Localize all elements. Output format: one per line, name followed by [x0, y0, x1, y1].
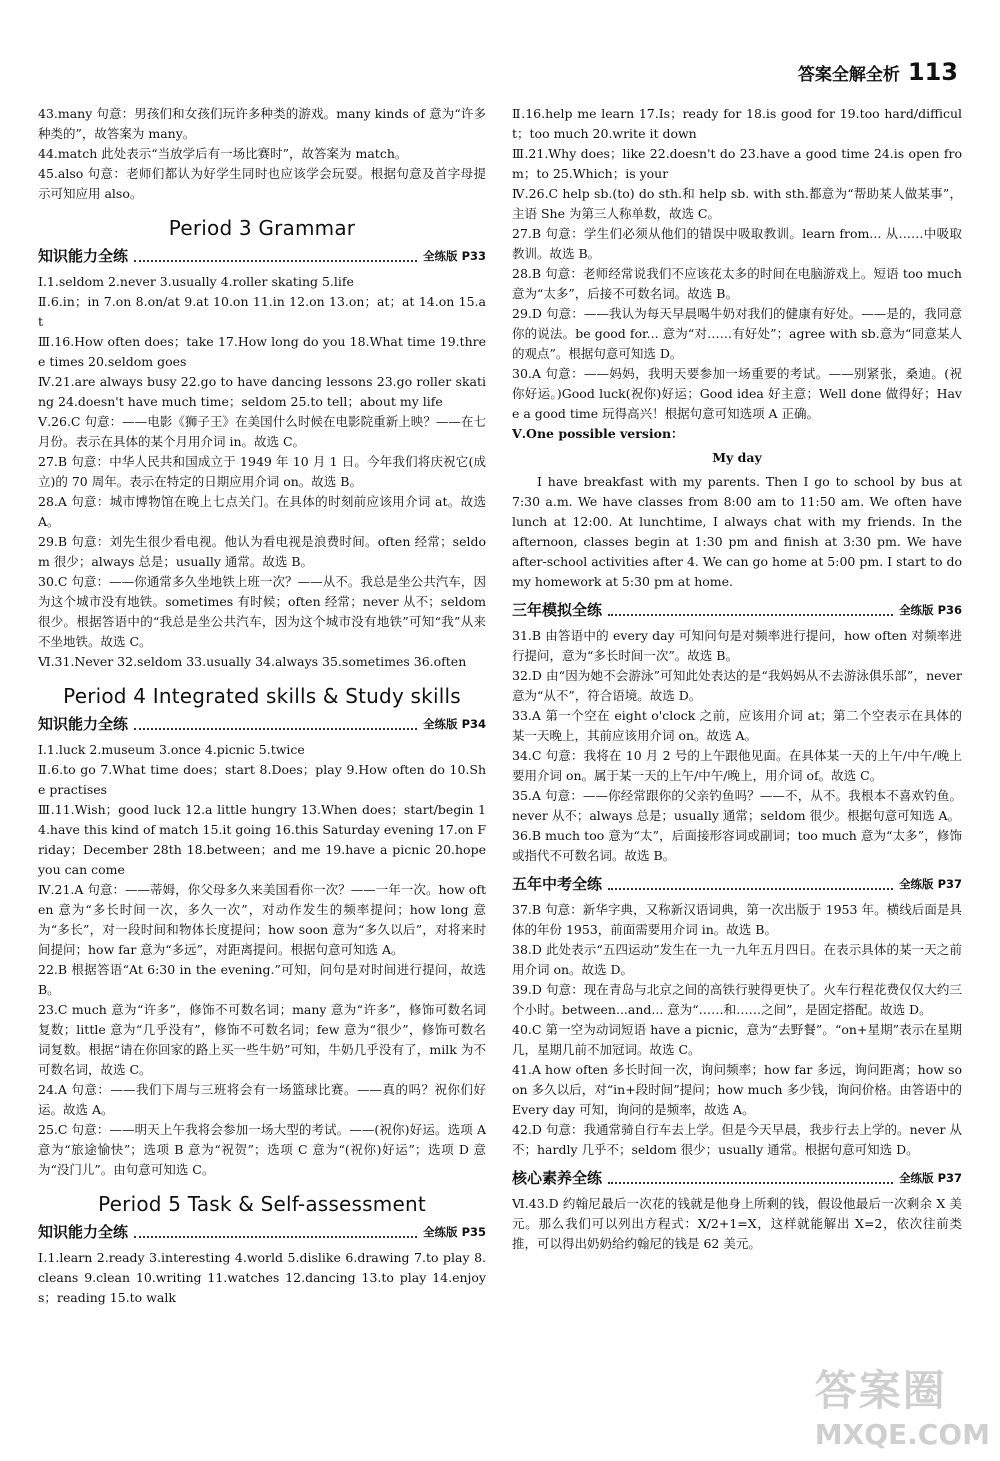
answer-item: 32.D 由“因为她不会游泳”可知此处表达的是“我妈妈从不去游泳俱乐部”，never 意为“从不”，符合语境。故选 D。: [512, 668, 962, 703]
answer-item: 29.B 句意：刘先生很少看电视。他认为看电视是浪费时间。often 经常；seldom 很少；always 总是；usually 通常。故选 B。: [38, 534, 486, 569]
answer-item: Ⅰ.1.learn 2.ready 3.interesting 4.world 5.dislike 6.drawing 7.to play 8.cleans 9.clean 10.writing 11.watches 12.dancing 13.to play 14.enjoys；reading 15.to walk: [38, 1250, 486, 1305]
period-5-title: Period 5 Task & Self-assessment: [98, 1192, 426, 1216]
section-ref: 全练版 P34: [423, 717, 486, 731]
answer-item: 28.B 句意：老师经常说我们不应该花太多的时间在电脑游戏上。短语 too much 意为“太多”，后接不可数名词。故选 B。: [512, 266, 962, 301]
answer-item: Ⅵ.31.Never 32.seldom 33.usually 34.always 35.sometimes 36.often: [38, 654, 467, 669]
section-ref: 全练版 P33: [423, 249, 486, 263]
page-header: [798, 58, 958, 86]
answer-item: 33.A 第一个空在 eight o'clock 之前，应该用介词 at；第二个空表示在具体的某一天晚上，其前应该用介词 on。故选 A。: [512, 708, 962, 743]
answer-item: 24.A 句意：——我们下周与三班将会有一场篮球比赛。——真的吗？祝你们好运。故选 A。: [38, 1082, 486, 1117]
answer-item: 40.C 第一空为动词短语 have a picnic，意为“去野餐”。“on+星期”表示在星期几，星期几前不加冠词。故选 C。: [512, 1022, 962, 1057]
answer-item: 29.D 句意：——我认为每天早晨喝牛奶对我们的健康有好处。——是的，我同意你的说法。be good for... 意为“对……有好处”；agree with sb.意为“同意某人的观点”。根据句意可知选 D。: [512, 306, 962, 361]
answer-item: 39.D 句意：现在青岛与北京之间的高铁行驶得更快了。火车行程花费仅仅大约三个小时。between...and... 意为“……和……之间”，是固定搭配。故选 D。: [512, 982, 962, 1017]
essay-body: I have breakfast with my parents. Then I go to school by bus at 7:30 a.m. We have classes from 8:00 am to 11:50 am. We often have lunch at 12:00. At lunchtime, I always chat with my friends. In the afternoon, classes begin at 1:30 pm and finish at 3:30 pm. We have after-school activities after 4. We can go home at 5:00 pm. I start to do my homework at 5:30 pm at home.: [512, 474, 962, 589]
section-heading: [38, 1222, 486, 1242]
section-ref: 全练版 P37: [899, 877, 962, 891]
watermark: [815, 1358, 990, 1451]
section-title: 知识能力全练: [38, 247, 129, 265]
header-title: 答案全解全析: [797, 64, 900, 85]
dotted-leader: [608, 1172, 893, 1184]
essay-title: My day: [712, 450, 762, 465]
answer-item: 42.D 句意：我通常骑自行车去上学。但是今天早晨，我步行去上学的。never 从不；hardly 几乎不；seldom 很少；usually 通常。根据句意可知选 D。: [512, 1122, 962, 1157]
answer-item: Ⅳ.26.C help sb.(to) do sth.和 help sb. with sth.都意为“帮助某人做某事”，主语 She 为第三人称单数，故选 C。: [512, 186, 962, 221]
answer-item: 34.C 句意：我将在 10 月 2 号的上午跟他见面。在具体某一天的上午/中午/晚上要用介词 on。属于某一天的上午/中午/晚上，用介词 of。故选 C。: [512, 748, 962, 783]
answer-item: Ⅵ.43.D 约翰尼最后一次花的钱就是他身上所剩的钱，假设他最后一次剩余 X 美元。那么我们可以列出方程式：X/2+1=X，这样就能解出 X=2，依次往前类推，可以得出奶奶给约翰尼的钱是 62 美元。: [512, 1196, 962, 1251]
answer-item: 45.also 句意：老师们都认为好学生同时也应该学会玩耍。根据句意及首字母提示可知应用 also。: [38, 166, 486, 201]
section-heading: [512, 874, 962, 894]
section-ref: 全练版 P36: [899, 603, 962, 617]
answer-item: 28.A 句意：城市博物馆在晚上七点关门。在具体的时刻前应该用介词 at。故选 A。: [38, 494, 486, 529]
answer-item: Ⅲ.11.Wish；good luck 12.a little hungry 13.When does；start/begin 14.have this kind of match 15.it going 16.this Saturday evening 17.on Friday；December 28th 18.between；and me 19.have a picnic 20.hope you can come: [38, 802, 486, 877]
section-heading: [38, 714, 486, 734]
answer-item: 22.B 根据答语“At 6:30 in the evening.”可知，问句是对时间进行提问，故选 B。: [38, 962, 486, 997]
answer-item: 41.A how often 多长时间一次，询问频率；how far 多远，询问距离；how soon 多久以后，对“in+段时间”提问；how much 多少钱，询问价格。由答语中的 Every day 可知，询问的是频率，故选 A。: [512, 1062, 962, 1117]
left-column: [38, 104, 486, 1444]
answer-item: 25.C 句意：——明天上午我将会参加一场大型的考试。——(祝你)好运。选项 A 意为“旅途愉快”；选项 B 意为“祝贺”；选项 C 意为“(祝你)好运”；选项 D 意为“没门儿”。由句意可知选 C。: [38, 1122, 486, 1177]
dotted-leader: [608, 878, 893, 890]
section-title: 核心素养全练: [512, 1169, 603, 1187]
section-title: 知识能力全练: [38, 1223, 129, 1241]
dotted-leader: [134, 1226, 417, 1238]
page-number: 113: [907, 58, 958, 86]
answer-item: 30.A 句意：——妈妈，我明天要参加一场重要的考试。——别紧张，桑迪。(祝你好运。)Good luck(祝你)好运；Good idea 好主意；Well done 做得好；Have a good time 玩得高兴！根据句意可知选项 A 正确。: [512, 366, 962, 421]
section-ref: 全练版 P37: [899, 1171, 962, 1185]
answer-item: Ⅴ.26.C 句意：——电影《狮子王》在美国什么时候在电影院重新上映？——在七月份。表示在具体的某个月用介词 in。故选 C。: [38, 414, 486, 449]
dotted-leader: [134, 250, 417, 262]
answer-item: 36.B much too 意为“太”，后面接形容词或副词；too much 意为“太多”，修饰或指代不可数名词。故选 B。: [512, 828, 962, 863]
section-heading: [38, 246, 486, 266]
section-title: 知识能力全练: [38, 715, 129, 733]
answer-item: Ⅲ.16.How often does；take 17.How long do you 18.What time 19.three times 20.seldom goes: [38, 334, 486, 369]
section-title: 三年模拟全练: [512, 601, 603, 619]
section-title: 五年中考全练: [512, 875, 603, 893]
watermark-cn: 答案圈: [814, 1366, 947, 1415]
watermark-en: MXQE.COM: [814, 1418, 990, 1451]
right-column: [512, 104, 962, 1444]
answer-item: 31.B 由答语中的 every day 可知问句是对频率进行提问，how often 对频率进行提问，意为“多长时间一次”。故选 B。: [512, 628, 962, 663]
section-heading: [512, 1168, 962, 1188]
answer-item: Ⅰ.1.seldom 2.never 3.usually 4.roller skating 5.life: [38, 274, 354, 289]
period-3-title: Period 3 Grammar: [168, 216, 356, 240]
answer-item: 27.B 句意：学生们必须从他们的错误中吸取教训。learn from... 从……中吸取教训。故选 B。: [512, 226, 962, 261]
answer-item: 30.C 句意：——你通常多久坐地铁上班一次？——从不。我总是坐公共汽车，因为这个城市没有地铁。sometimes 有时候；often 经常；never 从不；seldom 很少。根据答语中的“我总是坐公共汽车，因为这个城市没有地铁”可知“我”从来不坐地铁。故选 C。: [38, 574, 486, 649]
period-4-title: Period 4 Integrated skills & Study skills: [63, 684, 461, 708]
section-heading: [512, 600, 962, 620]
answer-item: Ⅱ.16.help me learn 17.Is；ready for 18.is good for 19.too hard/difficult；too much 20.write it down: [512, 106, 962, 141]
answer-item: Ⅳ.21.are always busy 22.go to have dancing lessons 23.go roller skating 24.doesn't have much time；seldom 25.to tell；about my life: [38, 374, 486, 409]
answer-item: 38.D 此处表示“五四运动”发生在一九一九年五月四日。在表示具体的某一天之前用介词 on。故选 D。: [512, 942, 962, 977]
dotted-leader: [608, 604, 893, 616]
section-ref: 全练版 P35: [423, 1225, 486, 1239]
answer-item: Ⅳ.21.A 句意：——蒂姆，你父母多久来美国看你一次？——一年一次。how often 意为“多长时间一次，多久一次”，对动作发生的频率提问；how long 意为“多长”，对一段时间和物体长度提问；how soon 意为“多久以后”，对将来时间提问；how far 意为“多远”，对距离提问。根据句意可知选 A。: [38, 882, 486, 957]
answer-item: 44.match 此处表示“当放学后有一场比赛时”，故答案为 match。: [38, 146, 408, 161]
dotted-leader: [134, 718, 417, 730]
answer-item: Ⅰ.1.luck 2.museum 3.once 4.picnic 5.twice: [38, 742, 305, 757]
answer-item: 35.A 句意：——你经常跟你的父亲钓鱼吗？——不，从不。我根本不喜欢钓鱼。never 从不；always 总是；usually 通常；seldom 很少。根据句意可知选 A。: [512, 788, 962, 823]
answer-item: Ⅲ.21.Why does；like 22.doesn't do 23.have a good time 24.is open from；to 25.Which；is your: [512, 146, 962, 181]
answer-item: Ⅱ.6.to go 7.What time does；start 8.Does；play 9.How often do 10.She practises: [38, 762, 486, 797]
answer-item: Ⅴ.One possible version：: [512, 426, 684, 441]
answer-item: 37.B 句意：新华字典，又称新汉语词典，第一次出版于 1953 年。横线后面是具体的年份 1953，前面需要用介词 in。故选 B。: [512, 902, 962, 937]
answer-item: Ⅱ.6.in；in 7.on 8.on/at 9.at 10.on 11.in 12.on 13.on；at；at 14.on 15.at: [38, 294, 486, 329]
answer-item: 43.many 句意：男孩们和女孩们玩许多种类的游戏。many kinds of 意为“许多种类的”，故答案为 many。: [38, 106, 486, 141]
answer-item: 27.B 句意：中华人民共和国成立于 1949 年 10 月 1 日。今年我们将庆祝它(成立)的 70 周年。表示在特定的日期应用介词 on。故选 B。: [38, 454, 486, 489]
answer-item: 23.C much 意为“许多”，修饰不可数名词；many 意为“许多”，修饰可数名词复数；little 意为“几乎没有”，修饰不可数名词；few 意为“很少”，修饰可数名词复数。根据“请在你回家的路上买一些牛奶”可知，牛奶几乎没有了，milk 为不可数名词，故选 C。: [38, 1002, 486, 1077]
